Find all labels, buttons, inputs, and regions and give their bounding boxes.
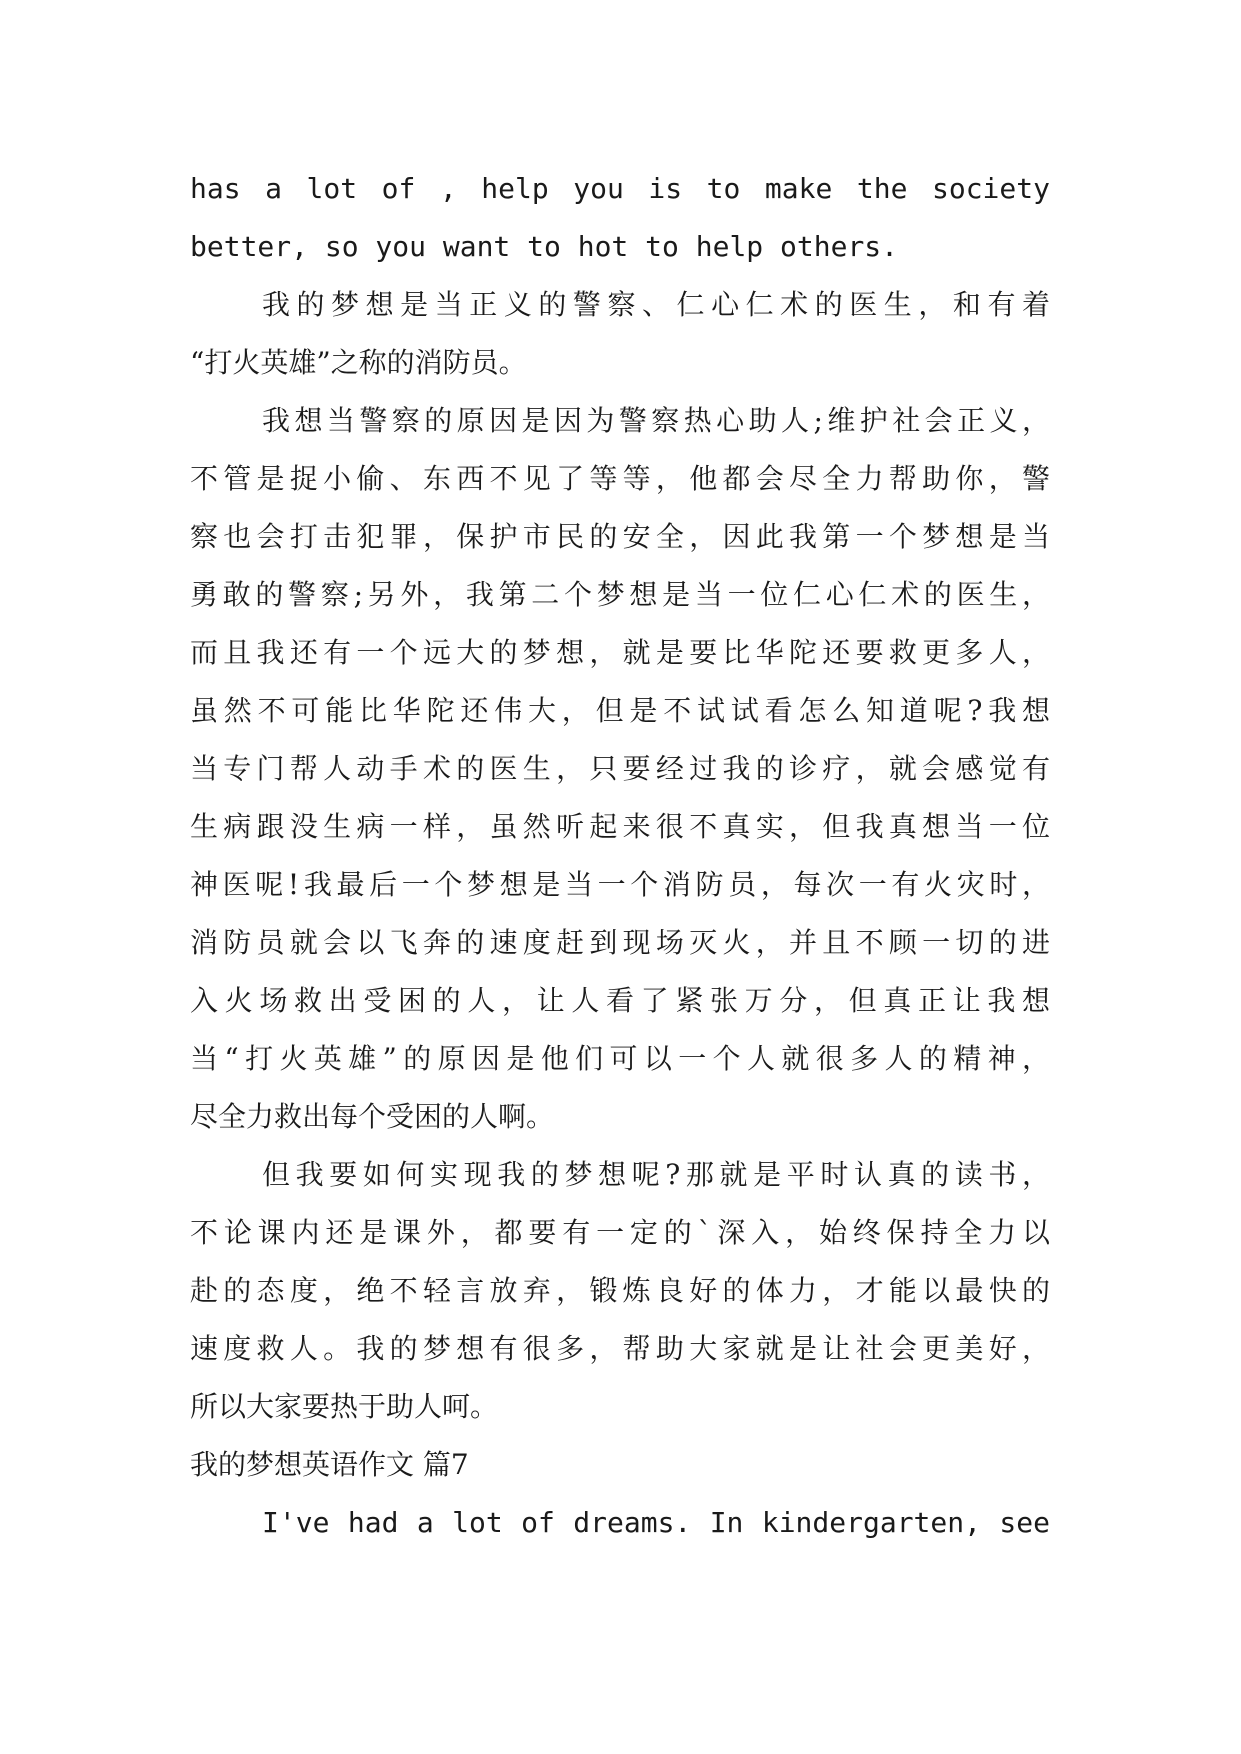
- text-line: I've had a lot of dreams. In kindergarten, see: [262, 1506, 1050, 1539]
- text-line: 不论课内还是课外，都要有一定的`深入，始终保持全力以: [190, 1216, 1050, 1249]
- paragraph-dream-reasons: [190, 392, 1050, 1146]
- text-line: “打火英雄”之称的消防员。: [190, 346, 527, 379]
- text-line: 不管是捉小偷、东西不见了等等，他都会尽全力帮助你，警: [190, 462, 1050, 495]
- paragraph-english-continuation: [190, 160, 1050, 276]
- text-line: 尽全力救出每个受困的人啊。: [190, 1100, 555, 1133]
- text-line: 我想当警察的原因是因为警察热心助人;维护社会正义，: [262, 404, 1050, 437]
- text-line: has a lot of , help you is to make the society: [190, 172, 1050, 205]
- paragraph-how-to-achieve: [190, 1146, 1050, 1436]
- text-line: 察也会打击犯罪，保护市民的安全，因此我第一个梦想是当: [190, 520, 1050, 553]
- text-line: 但我要如何实现我的梦想呢?那就是平时认真的读书，: [262, 1158, 1050, 1191]
- text-line: 所以大家要热于助人呵。: [190, 1390, 499, 1423]
- text-line: 勇敢的警察;另外，我第二个梦想是当一位仁心仁术的医生，: [190, 578, 1050, 611]
- text-line: 我的梦想是当正义的警察、仁心仁术的医生，和有着: [262, 288, 1050, 321]
- text-line: 入火场救出受困的人，让人看了紧张万分，但真正让我想: [190, 984, 1050, 1017]
- section-heading: 我的梦想英语作文 篇7: [190, 1448, 469, 1481]
- text-line: 生病跟没生病一样，虽然听起来很不真实，但我真想当一位: [190, 810, 1050, 843]
- text-line: 速度救人。我的梦想有很多，帮助大家就是让社会更美好，: [190, 1332, 1050, 1365]
- document-page: [190, 160, 1050, 1552]
- text-line: 神医呢!我最后一个梦想是当一个消防员，每次一有火灾时，: [190, 868, 1050, 901]
- paragraph-dream-intro: [190, 276, 1050, 392]
- text-line: 赴的态度，绝不轻言放弃，锻炼良好的体力，才能以最快的: [190, 1274, 1050, 1307]
- text-line: 虽然不可能比华陀还伟大，但是不试试看怎么知道呢?我想: [190, 694, 1050, 727]
- text-line: 当专门帮人动手术的医生，只要经过我的诊疗，就会感觉有: [190, 752, 1050, 785]
- text-line: 而且我还有一个远大的梦想，就是要比华陀还要救更多人，: [190, 636, 1050, 669]
- text-line: 消防员就会以飞奔的速度赶到现场灭火，并且不顾一切的进: [190, 926, 1050, 959]
- text-line: better, so you want to hot to help others.: [190, 230, 899, 263]
- paragraph-english-start: [190, 1494, 1050, 1552]
- text-line: 当“打火英雄”的原因是他们可以一个人就很多人的精神，: [190, 1042, 1050, 1075]
